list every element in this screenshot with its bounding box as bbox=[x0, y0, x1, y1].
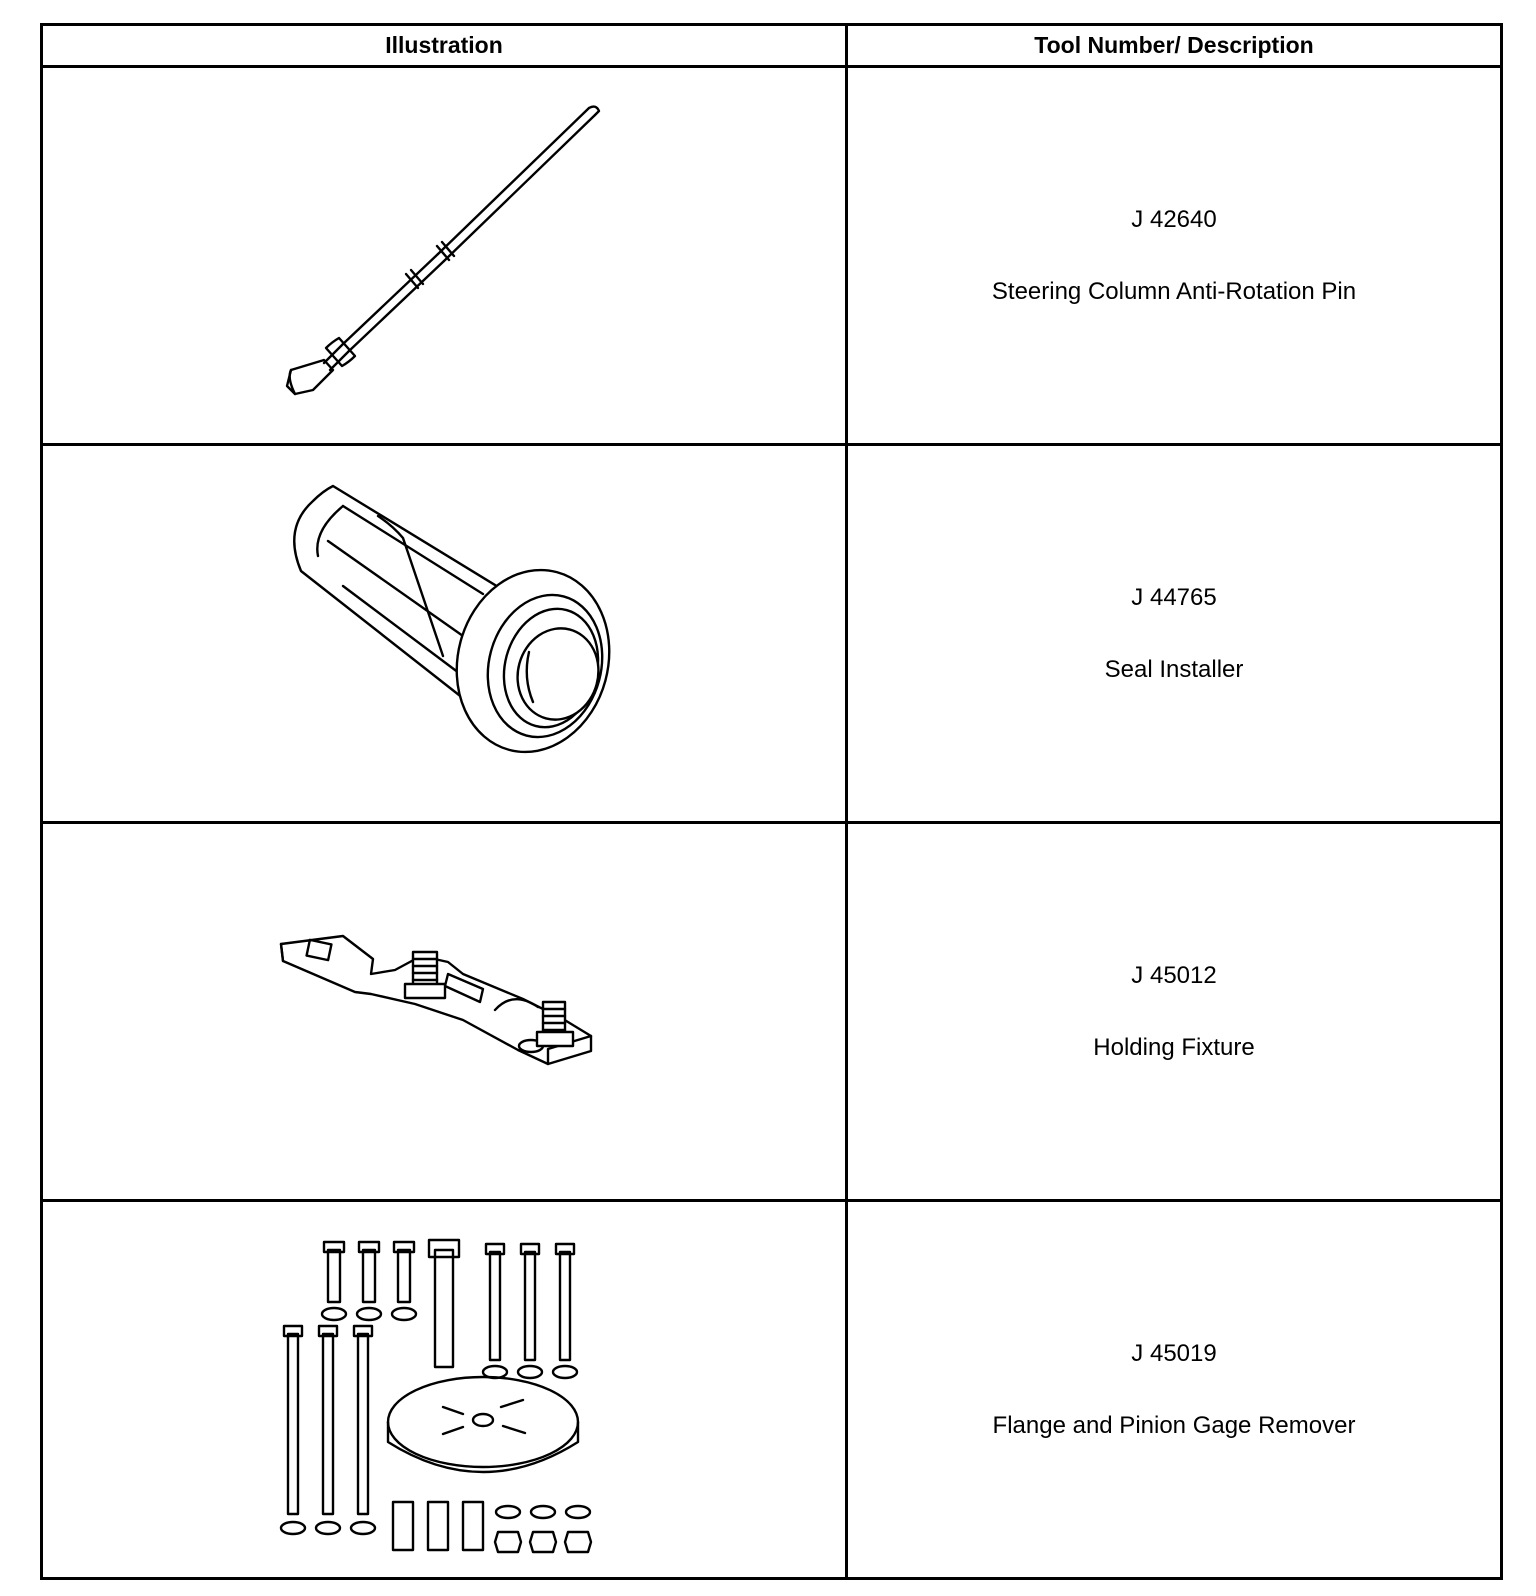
tool-description: Steering Column Anti-Rotation Pin bbox=[991, 277, 1357, 305]
illustration-cell bbox=[42, 1201, 847, 1579]
illustration-cell bbox=[42, 445, 847, 823]
tool-number: J 44765 bbox=[1131, 583, 1217, 611]
tool-number: J 45012 bbox=[1131, 961, 1217, 989]
holding-fixture-icon bbox=[43, 824, 848, 1199]
tool-description-cell bbox=[847, 445, 1502, 823]
tool-description-cell bbox=[847, 67, 1502, 445]
gage-remover-kit-icon bbox=[43, 1202, 848, 1577]
table-row bbox=[42, 1201, 1502, 1579]
header-illustration: Illustration bbox=[42, 25, 847, 67]
tool-description-cell bbox=[847, 823, 1502, 1201]
tool-description-cell bbox=[847, 1201, 1502, 1579]
table-row bbox=[42, 67, 1502, 445]
tool-table bbox=[40, 23, 1503, 1580]
anti-rotation-pin-icon bbox=[43, 68, 848, 443]
illustration-cell bbox=[42, 67, 847, 445]
illustration-cell bbox=[42, 823, 847, 1201]
tool-description: Seal Installer bbox=[1104, 655, 1244, 683]
tool-description: Flange and Pinion Gage Remover bbox=[992, 1411, 1356, 1439]
header-tool-number-description: Tool Number/ Description bbox=[847, 25, 1502, 67]
tool-number: J 45019 bbox=[1131, 1339, 1217, 1367]
tool-description: Holding Fixture bbox=[1093, 1033, 1255, 1061]
table-row bbox=[42, 445, 1502, 823]
seal-installer-icon bbox=[43, 446, 848, 821]
header-row bbox=[42, 25, 1502, 67]
tool-number: J 42640 bbox=[1131, 205, 1217, 233]
table-row bbox=[42, 823, 1502, 1201]
